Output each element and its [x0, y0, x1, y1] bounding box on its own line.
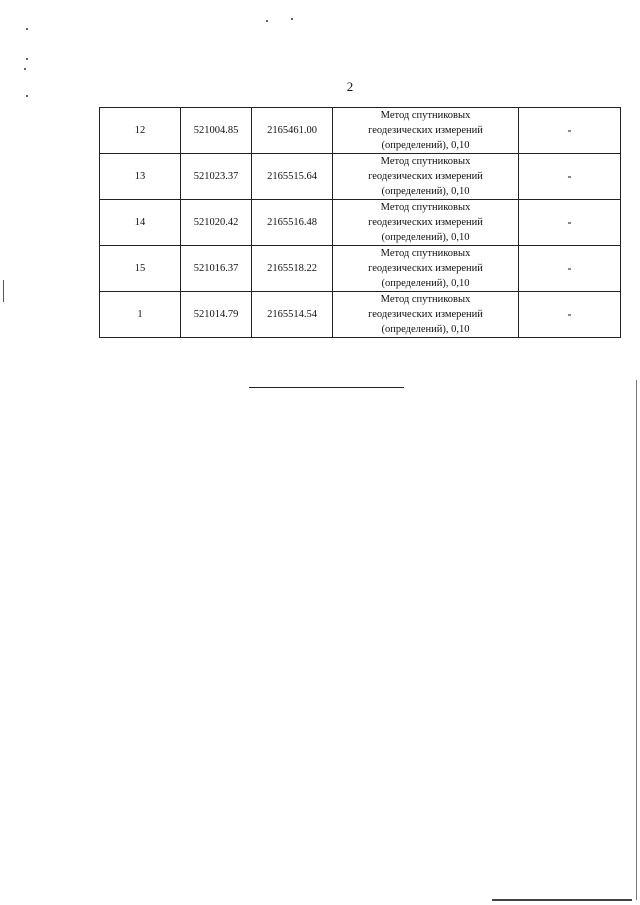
scan-edge-line — [636, 380, 637, 900]
scan-speck — [266, 20, 268, 22]
method-cell — [333, 108, 519, 154]
y-coordinate-cell: 2165461.00 — [252, 108, 333, 154]
page-number: 2 — [346, 79, 354, 94]
table-row — [100, 154, 621, 200]
point-number-cell: 1 — [100, 292, 181, 338]
method-line: геодезических измерений — [368, 263, 483, 274]
description-cell: - — [519, 154, 621, 200]
method-cell — [333, 246, 519, 292]
x-coordinate-cell: 521016.37 — [181, 246, 252, 292]
description-cell: - — [519, 200, 621, 246]
table-row — [100, 108, 621, 154]
y-coordinate-cell: 2165516.48 — [252, 200, 333, 246]
method-cell — [333, 200, 519, 246]
y-coordinate-cell: 2165518.22 — [252, 246, 333, 292]
point-number-cell: 12 — [100, 108, 181, 154]
scan-edge-line — [492, 899, 632, 901]
method-line: геодезических измерений — [368, 171, 483, 182]
method-line: геодезических измерений — [368, 217, 483, 228]
method-line: (определений), 0,10 — [381, 186, 470, 197]
description-cell: - — [519, 292, 621, 338]
method-line: (определений), 0,10 — [381, 278, 470, 289]
scan-speck — [26, 95, 28, 97]
method-cell — [333, 154, 519, 200]
method-line: Метод спутниковых — [380, 110, 471, 121]
end-of-document-rule — [249, 387, 404, 388]
scan-speck — [26, 28, 28, 30]
scan-speck — [291, 18, 293, 20]
table-row — [100, 246, 621, 292]
description-cell: - — [519, 108, 621, 154]
method-cell — [333, 292, 519, 338]
x-coordinate-cell: 521014.79 — [181, 292, 252, 338]
coordinates-table — [99, 107, 621, 338]
table-row — [100, 200, 621, 246]
point-number-cell: 14 — [100, 200, 181, 246]
scan-speck — [24, 68, 26, 70]
method-line: Метод спутниковых — [380, 202, 471, 213]
method-line: (определений), 0,10 — [381, 324, 470, 335]
scan-speck — [26, 58, 28, 60]
method-line: (определений), 0,10 — [381, 140, 470, 151]
x-coordinate-cell: 521020.42 — [181, 200, 252, 246]
description-cell: - — [519, 246, 621, 292]
x-coordinate-cell: 521023.37 — [181, 154, 252, 200]
scan-edge-line — [3, 280, 4, 302]
x-coordinate-cell: 521004.85 — [181, 108, 252, 154]
method-line: геодезических измерений — [368, 309, 483, 320]
method-line: (определений), 0,10 — [381, 232, 470, 243]
method-line: геодезических измерений — [368, 125, 483, 136]
method-line: Метод спутниковых — [380, 248, 471, 259]
table-row — [100, 292, 621, 338]
y-coordinate-cell: 2165515.64 — [252, 154, 333, 200]
y-coordinate-cell: 2165514.54 — [252, 292, 333, 338]
point-number-cell: 13 — [100, 154, 181, 200]
method-line: Метод спутниковых — [380, 294, 471, 305]
method-line: Метод спутниковых — [380, 156, 471, 167]
point-number-cell: 15 — [100, 246, 181, 292]
